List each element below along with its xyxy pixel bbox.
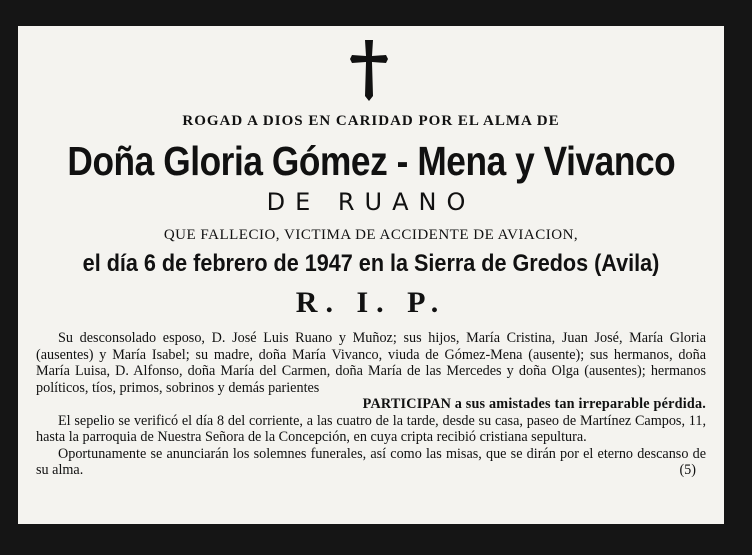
death-cause: QUE FALLECIO, VICTIMA DE ACCIDENTE DE AVIACION,	[163, 227, 579, 243]
notice-body	[36, 330, 706, 479]
participan-rest: a sus amistades tan irreparable pérdida.	[454, 396, 706, 412]
married-surname: DE RUANO	[266, 188, 476, 216]
funeral-paragraph	[36, 446, 706, 479]
deceased-name: Doña Gloria Gómez - Mena y Vivanco	[67, 138, 676, 184]
burial-paragraph: El sepelio se verificó el día 8 del corriente, a las cuatro de la tarde, desde su casa, paseo de Martínez Campos, 11, hasta la parroquia de Nuestra Señora de la Concepción, en cuya cripta recibió cristiana sepultura.	[36, 412, 706, 445]
participan-line	[36, 396, 706, 413]
rip-text: R. I. P.	[295, 286, 447, 319]
participan-word: PARTICIPAN	[362, 396, 452, 412]
family-paragraph: Su desconsolado esposo, D. José Luis Ruano y Muñoz; sus hijos, María Cristina, Juan José, María Gloria (ausentes) y María Isabel; su madre, doña María Vivanco, viuda de Gómez-Mena (ausente); sus hermanos, doña María Luisa, D. Alfonso, doña María del Carmen, doña María de las Mercedes y doña Olga (ausentes); hermanos políticos, tíos, primos, sobrinos y demás parientes	[36, 330, 706, 396]
funeral-text: Oportunamente se anunciarán los solemnes funerales, así como las misas, que se dirán por el eterno descanso de su alma.	[36, 445, 706, 478]
obituary-notice	[18, 26, 724, 524]
reference-number: (5)	[679, 462, 696, 478]
cross-icon	[348, 38, 390, 102]
death-date-place: el día 6 de febrero de 1947 en la Sierra de Gredos (Avila)	[82, 250, 660, 277]
invocation-text: ROGAD A DIOS EN CARIDAD POR EL ALMA DE	[182, 113, 560, 129]
